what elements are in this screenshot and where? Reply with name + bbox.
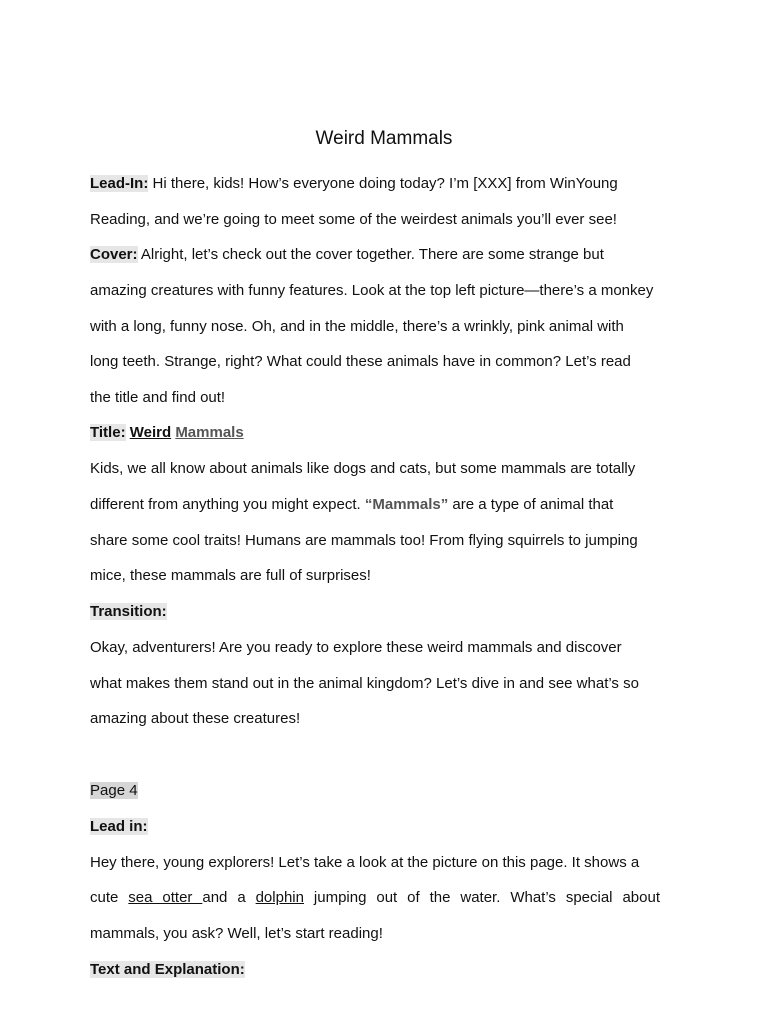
intro-line-3: share some cool traits! Humans are mammals too! From flying squirrels to jumping <box>90 531 638 549</box>
page4-line-2: cute sea otter and a dolphin jumping out of the water. What’s special about <box>90 889 660 907</box>
intro-line-1: Kids, we all know about animals like dogs and cats, but some mammals are totally <box>90 460 636 477</box>
dolphin-link: dolphin <box>255 889 304 907</box>
cover-line-3: with a long, funny nose. Oh, and in the middle, there’s a wrinkly, pink animal with <box>90 317 624 335</box>
transition-line-2: what makes them stand out in the animal kingdom? Let’s dive in and see what’s so <box>90 674 639 692</box>
lead-in-line-1: Lead-In: Hi there, kids! How’s everyone doing today? I’m [XXX] from WinYoung <box>90 175 618 192</box>
lead-in-line-2: Reading, and we’re going to meet some of the weirdest animals you’ll ever see! <box>90 210 617 228</box>
sea-otter-link: sea otter <box>128 889 203 907</box>
page4-line-1: Hey there, young explorers! Let’s take a look at the picture on this page. It shows a <box>90 853 640 871</box>
text-explanation-label: Text and Explanation: <box>90 960 245 978</box>
page4-section <box>90 773 660 988</box>
transition-line-1: Okay, adventurers! Are you ready to explore these weird mammals and discover <box>90 638 622 656</box>
transition-label-line <box>90 594 660 630</box>
title-paragraph <box>90 415 660 451</box>
lead-in-paragraph <box>90 166 660 238</box>
intro-line-4: mice, these mammals are full of surprises! <box>90 567 371 585</box>
title-line <box>90 415 660 451</box>
page4-line-3: mammals, you ask? Well, let’s start reading! <box>90 925 383 943</box>
title-word-mammals: Mammals <box>175 424 244 441</box>
cover-paragraph <box>90 237 660 416</box>
cover-line-5: the title and find out! <box>90 389 226 407</box>
transition-line-3: amazing about these creatures! <box>90 710 301 728</box>
page4-lead-in-line <box>90 809 660 845</box>
intro-line-2: different from anything you might expect. “Mammals” are a type of animal that <box>90 495 614 513</box>
title-label: Title: <box>90 424 126 441</box>
page4-label: Page 4 <box>90 782 138 799</box>
cover-label: Cover: <box>90 246 138 263</box>
page4-text-label-line <box>90 952 660 988</box>
cover-line-1: Cover: Alright, let’s check out the cover together. There are some strange but <box>90 246 604 263</box>
title-word-weird: Weird <box>129 424 172 441</box>
intro-paragraph <box>90 451 660 594</box>
cover-line-4: long teeth. Strange, right? What could these animals have in common? Let’s read <box>90 353 631 371</box>
mammals-term: “Mammals” <box>364 495 449 513</box>
transition-label: Transition: <box>90 603 167 620</box>
cover-line-2: amazing creatures with funny features. Look at the top left picture—there’s a monkey <box>90 281 654 299</box>
lead-in-label: Lead-In: <box>90 175 149 192</box>
document-title: Weird Mammals <box>315 128 453 149</box>
page4-label-line <box>90 773 660 809</box>
transition-paragraph <box>90 594 660 737</box>
page4-lead-in-label: Lead in: <box>90 817 148 835</box>
